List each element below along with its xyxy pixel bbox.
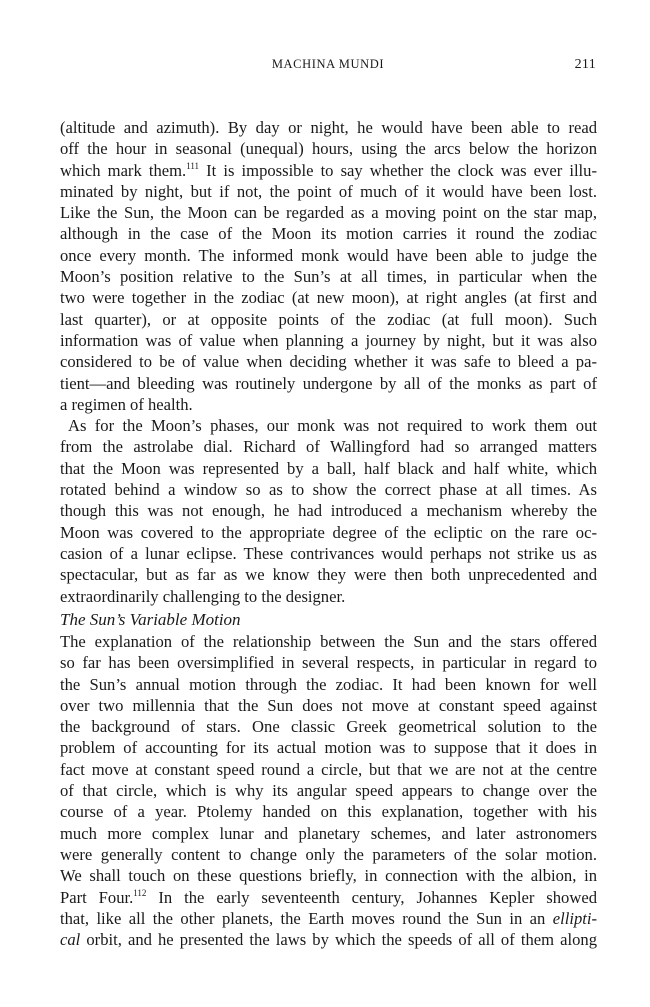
text-line: Like the Sun, the Moon can be regarded as a moving point on the star map, xyxy=(60,203,597,223)
running-head xyxy=(60,57,596,75)
text-line: We shall touch on these questions briefly, in connection with the albion, in xyxy=(60,866,597,886)
italic-term: cal xyxy=(60,930,81,950)
text-line-with-italic xyxy=(60,908,597,929)
text-line: of that circle, which is why its angular speed appears to change over the xyxy=(60,781,597,801)
paragraph-1 xyxy=(60,117,597,415)
text-line: last quarter), or at opposite points of the zodiac (at full moon). Such xyxy=(60,309,597,329)
body-text-bottom xyxy=(60,631,597,950)
running-title: MACHINA MUNDI xyxy=(271,57,385,71)
text-line: once every month. The informed monk would have been able to judge the xyxy=(60,245,597,265)
text-line: spectacular, but as far as we know they were then both unprecedented and xyxy=(60,565,597,585)
text-line: Moon was covered to the appropriate degree of the ecliptic on the rare oc- xyxy=(60,522,597,542)
text-line: were generally content to change only the parameters of the solar motion. xyxy=(60,844,597,864)
italic-term: ellipti- xyxy=(552,908,597,928)
text-line: Moon’s position relative to the Sun’s at all times, in particular when the xyxy=(60,267,597,287)
paragraph-2 xyxy=(60,415,597,607)
footnote-ref-112: 112 xyxy=(133,887,147,898)
text-line: As for the Moon’s phases, our monk was not required to work them out xyxy=(68,416,597,436)
text-line: though this was not enough, he had introduced a mechanism whereby the xyxy=(60,501,597,521)
text-line: information was of value when planning a journey by night, but it was also xyxy=(60,330,597,350)
text-line: casion of a lunar eclipse. These contrivances would perhaps not strike us as xyxy=(60,543,597,563)
text-line: over two millennia that the Sun does not move at constant speed against xyxy=(60,695,597,715)
text-line: a regimen of health. xyxy=(60,394,193,414)
text-line: two were together in the zodiac (at new moon), at right angles (at first and xyxy=(60,288,597,308)
text-fragment: Part Four. xyxy=(60,887,134,907)
text-line: the Sun’s annual motion through the zodiac. It had been known for well xyxy=(60,674,597,694)
text-line: although in the case of the Moon its motion carries it round the zodiac xyxy=(60,224,597,244)
text-line: the background of stars. One classic Greek geometrical solution to the xyxy=(60,717,597,737)
page-number: 211 xyxy=(574,57,596,72)
section-heading: The Sun’s Variable Motion xyxy=(60,610,241,629)
body-text-top xyxy=(60,117,597,607)
text-line-with-note xyxy=(60,160,597,181)
text-line: that the Moon was represented by a ball, half black and half white, which xyxy=(60,458,597,478)
text-line: (altitude and azimuth). By day or night, he would have been able to read xyxy=(60,118,597,137)
text-fragment: In the early seventeenth century, Johannes Kepler showed xyxy=(146,887,597,907)
text-fragment: orbit, and he presented the laws by which the speeds of all of them along xyxy=(80,930,597,950)
paragraph-3 xyxy=(60,631,597,950)
text-line: much more complex lunar and planetary schemes, and later astronomers xyxy=(60,823,597,843)
text-fragment: that, like all the other planets, the Earth moves round the Sun in an xyxy=(60,908,553,928)
footnote-ref-111: 111 xyxy=(186,160,200,171)
text-fragment: which mark them. xyxy=(60,160,187,180)
text-line: problem of accounting for its actual motion was to suppose that it does in xyxy=(60,738,597,758)
text-line: minated by night, but if not, the point of much of it would have been lost. xyxy=(60,181,597,201)
text-line: rotated behind a window so as to show the correct phase at all times. As xyxy=(60,480,597,500)
text-line: fact move at constant speed round a circle, but that we are not at the centre xyxy=(60,759,597,779)
text-line: so far has been oversimplified in several respects, in particular in regard to xyxy=(60,653,597,673)
text-line-with-italic xyxy=(60,929,597,950)
text-line: extraordinarily challenging to the designer. xyxy=(60,586,346,606)
text-line: tient—and bleeding was routinely undergone by all of the monks as part of xyxy=(60,373,597,393)
text-line: off the hour in seasonal (unequal) hours, using the arcs below the horizon xyxy=(60,139,597,159)
text-line-with-note xyxy=(60,887,597,908)
text-line: The explanation of the relationship between the Sun and the stars offered xyxy=(60,632,597,651)
text-line: from the astrolabe dial. Richard of Wallingford had so arranged matters xyxy=(60,437,597,457)
text-fragment: It is impossible to say whether the clock was ever illu- xyxy=(199,160,597,180)
text-line: considered to be of value when deciding whether it was safe to bleed a pa- xyxy=(60,352,597,372)
text-line: course of a year. Ptolemy handed on this explanation, together with his xyxy=(60,802,597,822)
